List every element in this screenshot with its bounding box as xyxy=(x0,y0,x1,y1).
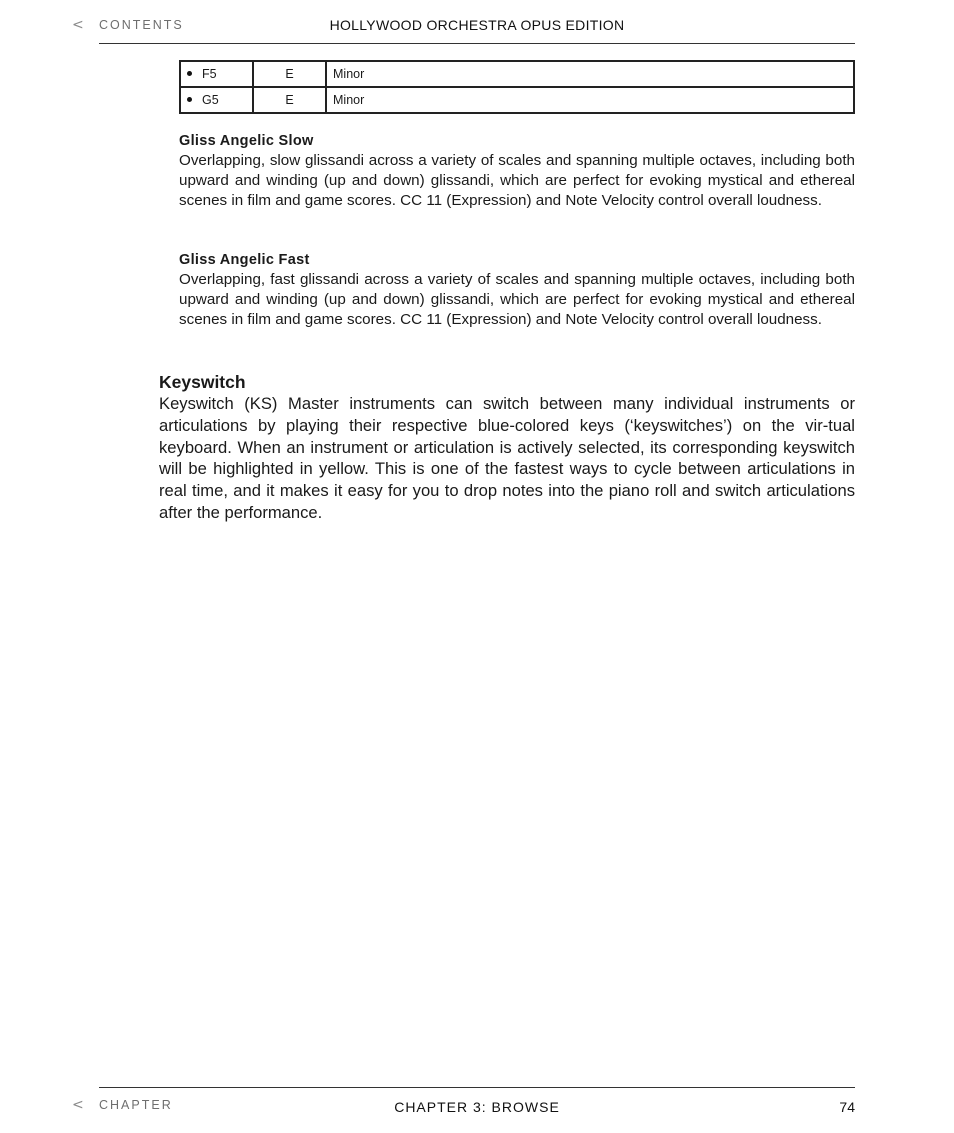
note-cell: G5 xyxy=(180,87,253,113)
gliss-angelic-slow-section xyxy=(179,131,855,211)
gliss-angelic-slow-heading: Gliss Angelic Slow xyxy=(179,133,314,149)
chapter-title: CHAPTER 3: BROWSE xyxy=(394,1099,560,1115)
keyswitch-section xyxy=(159,371,855,524)
header-divider xyxy=(99,43,855,44)
scale-cell: Minor xyxy=(326,87,854,113)
root-cell: E xyxy=(253,61,326,87)
chapter-label: CHAPTER xyxy=(99,1098,173,1112)
footer-divider xyxy=(99,1087,855,1088)
table-row xyxy=(180,87,854,113)
table-row xyxy=(180,61,854,87)
gliss-angelic-fast-body: Overlapping, fast glissandi across a variety of scales and spanning multiple octaves, including both upward and winding (up and down) glissandi, which are perfect for evoking mystical and ethereal scenes in film and game scores. CC 11 (Expression) and Note Velocity control overall loudness. xyxy=(179,271,855,328)
chevron-left-icon: < xyxy=(72,17,84,33)
gliss-angelic-slow-body: Overlapping, slow glissandi across a variety of scales and spanning multiple octaves, including both upward and winding (up and down) glissandi, which are perfect for evoking mystical and ethereal scenes in film and game scores. CC 11 (Expression) and Note Velocity control overall loudness. xyxy=(179,152,855,209)
keyswitch-heading: Keyswitch xyxy=(159,372,246,392)
bullet-icon xyxy=(187,71,192,76)
contents-label: CONTENTS xyxy=(99,18,184,32)
gliss-angelic-fast-section xyxy=(179,250,855,330)
bullet-icon xyxy=(187,97,192,102)
keyswitch-body: Keyswitch (KS) Master instruments can switch between many individual instruments or articulations by playing their respective blue-colored keys (‘keyswitches’) on the vir-tual keyboard. When an instrument or articulation is actively selected, its corresponding keyswitch will be highlighted in yellow. This is one of the fastest ways to cycle between articulations in real time, and it makes it easy for you to drop notes into the piano roll and switch articulations after the performance. xyxy=(159,394,855,522)
root-cell: E xyxy=(253,87,326,113)
chevron-left-icon: < xyxy=(72,1097,84,1113)
note-table xyxy=(179,60,855,114)
note-cell: F5 xyxy=(180,61,253,87)
scale-cell: Minor xyxy=(326,61,854,87)
document-title: HOLLYWOOD ORCHESTRA OPUS EDITION xyxy=(329,17,625,33)
gliss-angelic-fast-heading: Gliss Angelic Fast xyxy=(179,252,310,268)
page-number: 74 xyxy=(839,1099,855,1115)
